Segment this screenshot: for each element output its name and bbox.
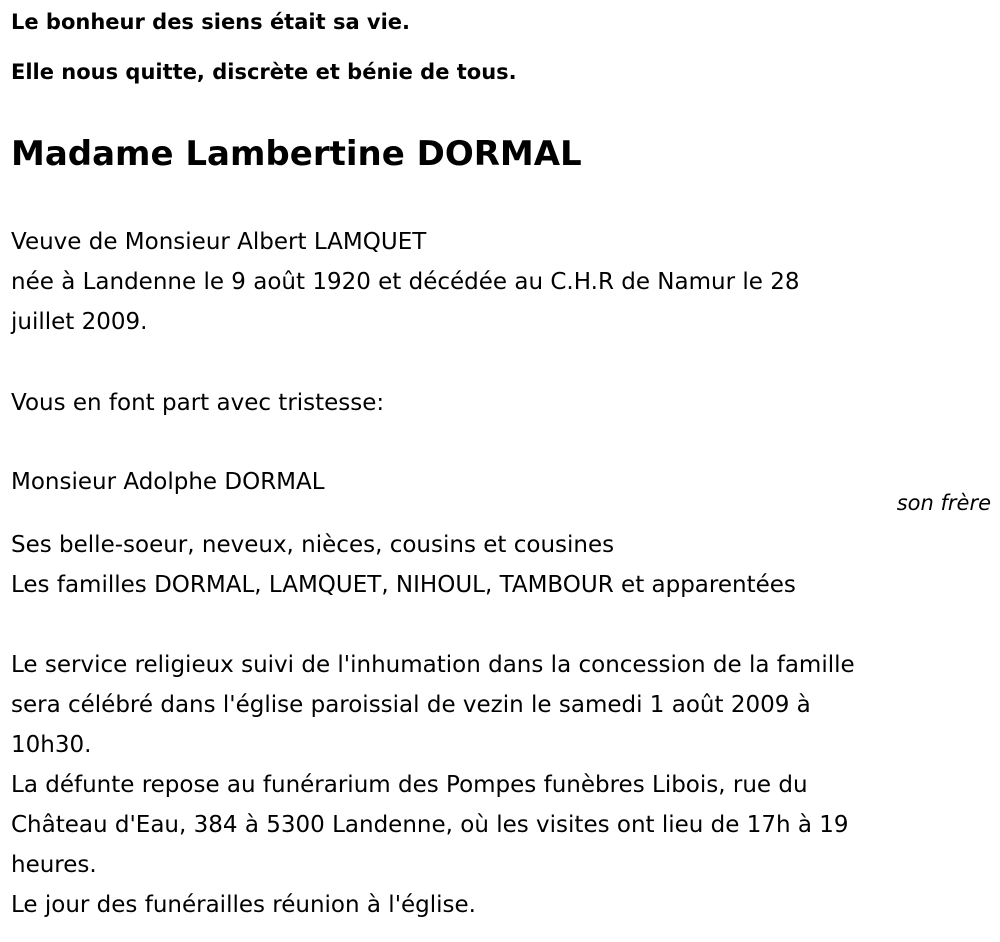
birth-death-line-1: née à Landenne le 9 août 1920 et décédée au C.H.R de Namur le 28	[11, 269, 800, 295]
widow-line: Veuve de Monsieur Albert LAMQUET	[11, 229, 427, 255]
service-line-7: Le jour des funérailles réunion à l'église.	[11, 892, 476, 918]
quote-line-1: Le bonheur des siens était sa vie.	[11, 10, 411, 34]
service-line-5: Château d'Eau, 384 à 5300 Landenne, où les visites ont lieu de 17h à 19	[11, 812, 849, 838]
deceased-name: Madame Lambertine DORMAL	[11, 134, 582, 174]
relatives-line: Ses belle-soeur, neveux, nièces, cousins et cousines	[11, 532, 615, 558]
deceased-details	[11, 222, 986, 342]
service-line-4: La défunte repose au funérarium des Pompes funèbres Libois, rue du	[11, 772, 808, 798]
service-details	[11, 645, 986, 925]
mourner-family-list	[11, 525, 986, 605]
service-line-1: Le service religieux suivi de l'inhumation dans la concession de la famille	[11, 652, 855, 678]
mourner-brother-name: Monsieur Adolphe DORMAL	[11, 469, 325, 495]
mourner-brother-relation: son frère	[896, 491, 991, 515]
birth-death-line-2: juillet 2009.	[11, 309, 148, 335]
service-line-6: heures.	[11, 852, 97, 878]
families-line: Les familles DORMAL, LAMQUET, NIHOUL, TAMBOUR et apparentées	[11, 572, 796, 598]
announcement-intro: Vous en font part avec tristesse:	[11, 390, 385, 416]
quote-line-2: Elle nous quitte, discrète et bénie de tous.	[11, 60, 517, 84]
service-line-2: sera célébré dans l'église paroissial de vezin le samedi 1 août 2009 à	[11, 692, 811, 718]
service-line-3: 10h30.	[11, 732, 92, 758]
